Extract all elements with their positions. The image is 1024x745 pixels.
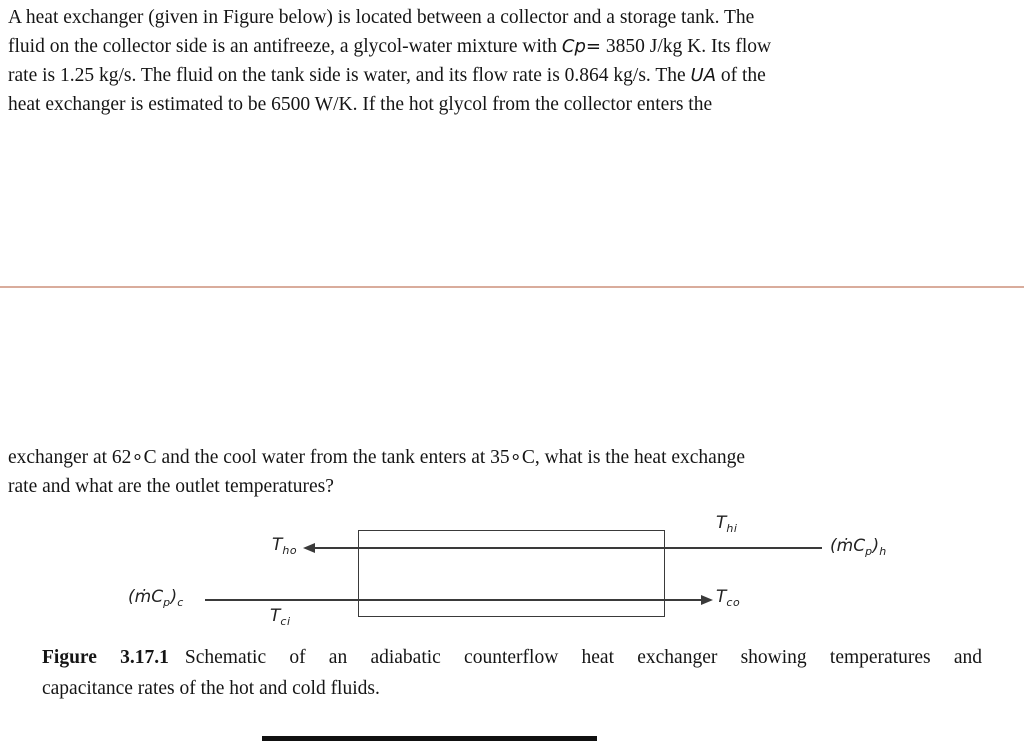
text-run: of the [716, 65, 766, 86]
caption-text-line1: Schematic of an adiabatic counterflow heat exchanger showing temperatures and [184, 647, 982, 668]
label-t-hi [716, 513, 737, 535]
hot-stream-line [314, 547, 822, 549]
t-symbol: T [716, 587, 727, 607]
subscript-hi: hi [726, 522, 738, 535]
paragraph-line [8, 443, 745, 472]
t-symbol: T [270, 606, 281, 626]
subscript-c: c [177, 596, 184, 609]
mcp-close: ) [170, 587, 178, 607]
figure-caption-line2 [42, 673, 982, 704]
text-run: rate is 1.25 kg/s. The fluid on the tank side is water, and its flow rate is 0.864 kg/s. The [8, 65, 691, 86]
heat-exchanger-box [358, 530, 665, 617]
label-t-co [716, 587, 740, 609]
label-capacitance-cold [128, 587, 184, 609]
t-symbol: T [716, 513, 727, 533]
variable-cp: Cp= [561, 36, 601, 57]
paragraph-line [8, 90, 771, 119]
paragraph-line [8, 61, 771, 90]
subscript-ci: ci [280, 615, 291, 628]
section-divider [0, 286, 1024, 288]
paragraph-line [8, 32, 771, 61]
text-run: heat exchanger is estimated to be 6500 W/K. If the hot glycol from the collector enters the [8, 94, 713, 115]
subscript-h: h [879, 545, 887, 558]
caption-text-line2: capacitance rates of the hot and cold fluids. [42, 678, 380, 699]
subscript-co: co [726, 596, 741, 609]
figure-number: Figure 3.17.1 [42, 647, 169, 668]
text-run: rate and what are the outlet temperatures? [8, 476, 334, 497]
problem-paragraph-1 [8, 3, 771, 119]
text-run: fluid on the collector side is an antifreeze, a glycol-water mixture with [8, 36, 562, 57]
paragraph-line [8, 3, 771, 32]
text-run: A heat exchanger (given in Figure below) is located between a collector and a storage tank. The [8, 7, 755, 28]
subscript-p: p [865, 545, 873, 558]
label-t-ho [272, 535, 297, 557]
t-symbol: T [272, 535, 283, 555]
subscript-p: p [163, 596, 171, 609]
arrowhead-right-icon [701, 595, 713, 605]
subscript-ho: ho [282, 544, 298, 557]
label-capacitance-hot [830, 536, 887, 558]
cold-stream-line [205, 599, 702, 601]
arrowhead-left-icon [303, 543, 315, 553]
figure-caption-line1 [42, 642, 982, 673]
paragraph-line [8, 472, 745, 501]
label-t-ci [270, 606, 291, 628]
mcp-prefix: (ṁC [830, 536, 866, 556]
bottom-rule [262, 736, 597, 741]
figure-caption [42, 642, 982, 704]
variable-ua: UA [690, 65, 717, 86]
text-run: exchanger at 62∘C and the cool water from the tank enters at 35∘C, what is the heat exchange [8, 447, 745, 468]
mcp-close: ) [872, 536, 880, 556]
mcp-prefix: (ṁC [128, 587, 164, 607]
problem-paragraph-2 [8, 443, 745, 501]
text-run: 3850 J/kg K. Its flow [601, 36, 772, 57]
